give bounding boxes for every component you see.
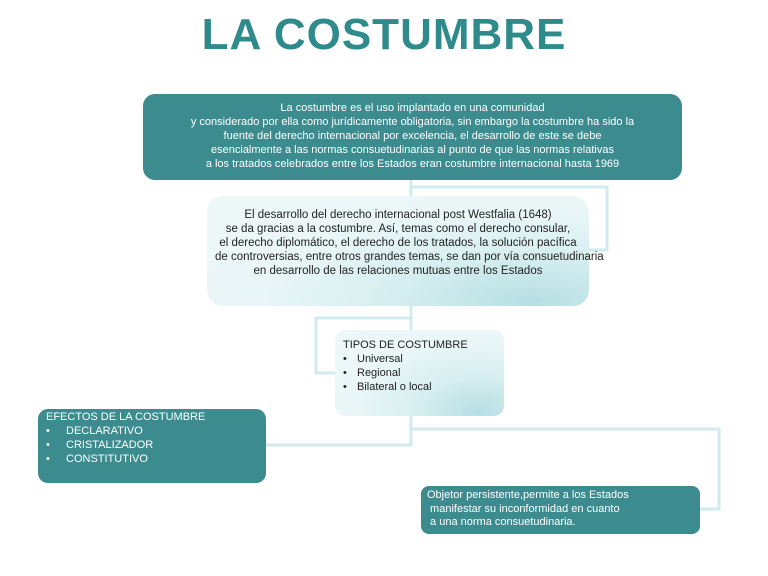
list-item: [343, 380, 496, 394]
custom-types-box: [335, 330, 504, 416]
objector-line: manifestar su inconformidad en cuanto: [427, 502, 620, 515]
development-line: se da gracias a la costumbre. Así, temas como el derecho consular,: [225, 223, 571, 235]
development-line: El desarrollo del derecho internacional post Westfalia (1648): [244, 209, 552, 221]
intro-line: La costumbre es el uso implantado en una comunidad: [280, 102, 545, 114]
effects-heading: EFECTOS DE LA COSTUMBRE: [46, 411, 206, 423]
types-heading: TIPOS DE COSTUMBRE: [343, 339, 468, 351]
development-line: de controversias, entre otros grandes temas, se dan por vía consuetudinaria: [215, 251, 604, 263]
effect-label: CRISTALIZADOR: [66, 439, 154, 451]
objector-line: Objetor persistente,permite a los Estados: [427, 489, 629, 501]
bullet-icon: •: [46, 453, 50, 465]
effect-label: DECLARATIVO: [66, 425, 143, 437]
bullet-icon: •: [343, 367, 347, 379]
intro-line: a los tratados celebrados entre los Estados eran costumbre internacional hasta 1969: [205, 158, 620, 170]
list-item: [46, 424, 258, 438]
connector-types-to-effects: [266, 416, 411, 445]
intro-definition-box: [143, 94, 682, 180]
custom-effects-box: [38, 409, 266, 483]
type-label: Regional: [357, 367, 401, 379]
bullet-icon: •: [343, 353, 347, 365]
types-list: [343, 352, 496, 394]
list-item: [343, 366, 496, 380]
type-label: Universal: [357, 353, 403, 365]
intro-line: esencialmente a las normas consuetudinarias al punto de que las normas relativas: [211, 144, 614, 156]
bullet-icon: •: [343, 381, 347, 393]
type-label: Bilateral o local: [357, 381, 432, 393]
development-box: [207, 196, 604, 306]
bullet-icon: •: [46, 439, 50, 451]
list-item: [46, 438, 258, 452]
bullet-icon: •: [46, 425, 50, 437]
effect-label: CONSTITUTIVO: [66, 453, 148, 465]
list-item: [343, 352, 496, 366]
objector-line: a una norma consuetudinaria.: [427, 516, 576, 528]
development-line: el derecho diplomático, el derecho de los tratados, la solución pacífica: [219, 237, 577, 249]
intro-line: y considerado por ella como jurídicamente obligatoria, sin embargo la costumbre ha sido la: [190, 116, 635, 128]
intro-line: fuente del derecho internacional por excelencia, el desarrollo de este se debe: [223, 130, 602, 142]
persistent-objector-box: [421, 486, 700, 534]
page-title: LA COSTUMBRE: [201, 10, 567, 59]
development-line: en desarrollo de las relaciones mutuas entre los Estados: [253, 265, 543, 277]
list-item: [46, 452, 258, 466]
effects-list: [46, 424, 258, 466]
